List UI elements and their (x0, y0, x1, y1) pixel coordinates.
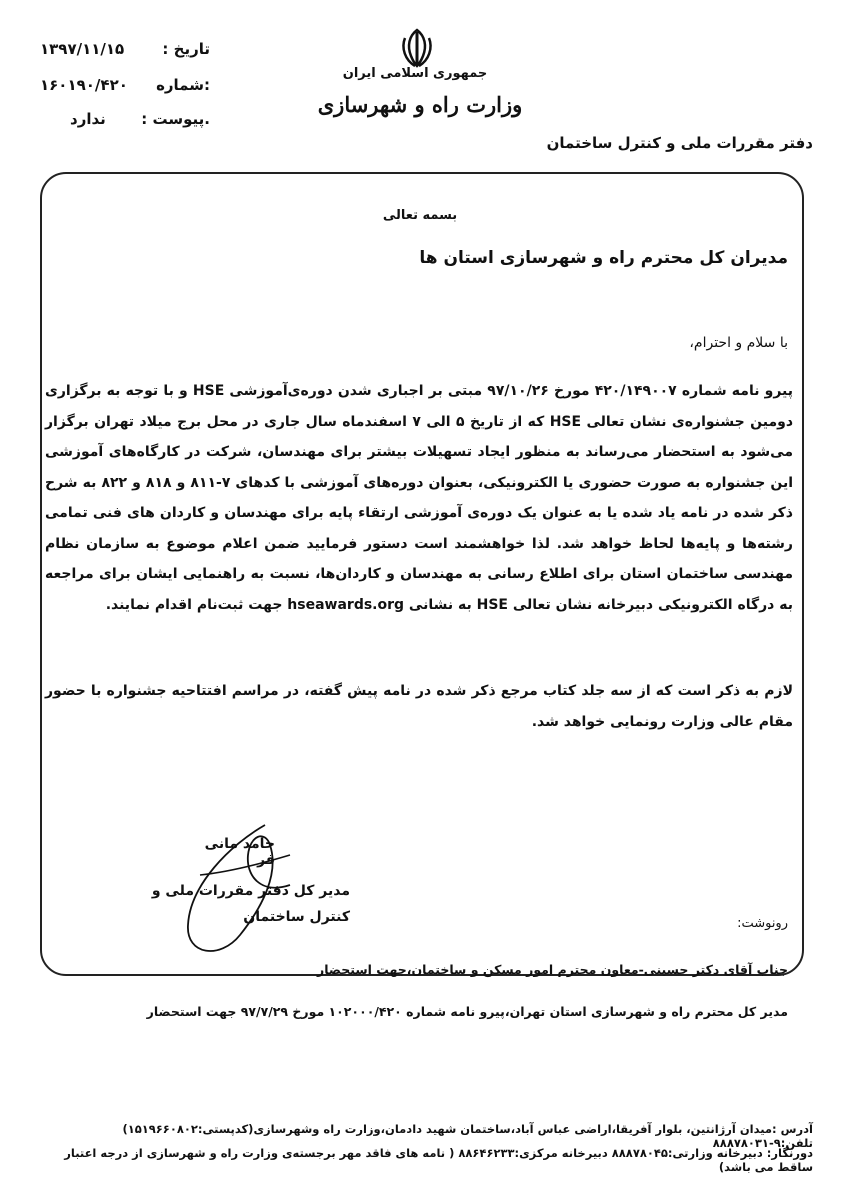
republic-title: جمهوری اسلامی ایران (342, 66, 488, 81)
number-label: :شماره (156, 76, 210, 94)
ministry-title: وزارت راه و شهرسازی (317, 92, 523, 117)
attachment-row (40, 110, 210, 136)
date-row (40, 40, 210, 66)
date-label: تاریخ : (162, 40, 210, 58)
signer-title: مدیر کل دفتر مقررات ملی و کنترل ساختمان (151, 883, 350, 925)
attachment-value: ندارد (70, 110, 106, 128)
office-title: دفتر مقررات ملی و کنترل ساختمان (546, 134, 813, 152)
greeting: با سلام و احترام، (689, 335, 788, 351)
signer-name: حامد مانی فر (204, 836, 275, 868)
cc-line-2: مدیر کل محترم راه و شهرسازی استان تهران،پیرو نامه شماره ۱۰۲۰۰۰/۴۲۰ مورخ ۹۷/۷/۲۹ جهت استحضار (146, 1004, 788, 1019)
footer-address: آدرس :میدان آرژانتین، بلوار آفریقا،اراضی عباس آباد،ساختمان شهید دادمان،وزارت راه وشهرسازی(کدپستی:۱۵۱۹۶۶۰۸۰۲) تلفن:۹-۸۸۸۷۸۰۳۱ (122, 1122, 813, 1150)
cc-line-1: جناب آقای دکتر حسینی-معاون محترم امور مسکن و ساختمان،جهت استحضار (317, 962, 788, 977)
number-row (40, 76, 210, 102)
attachment-label: .پیوست : (141, 110, 210, 128)
addressee: مدیران کل محترم راه و شهرسازی استان ها (419, 248, 788, 268)
number-value: ۱۶۰۱۹۰/۴۲۰ (40, 76, 128, 94)
iran-emblem-icon (395, 26, 439, 70)
cc-label: رونوشت: (737, 916, 788, 931)
date-value: ۱۳۹۷/۱۱/۱۵ (40, 40, 125, 58)
footer-fax: دورنگار: دبیرخانه وزارتی:۸۸۸۷۸۰۴۵ دبیرخانه مرکزی:۸۸۶۴۶۲۳۳ ( نامه های فاقد مهر برجسته‌ی وزارت راه و شهرسازی از درجه اعتبار ساقط می باشد) (64, 1146, 813, 1174)
paragraph-main: پیرو نامه شماره ۴۲۰/۱۴۹۰۰۷ مورخ ۹۷/۱۰/۲۶ مبتی بر اجباری شدن دوره‌ی‌آموزشی HSE و با توجه به برگزاری دومین جشنواره‌ی نشان تعالی HSE که از تاریخ ۵ الی ۷ اسفندماه سال جاری در محل برج میلاد تهران برگزار می‌شود به استحضار می‌رساند به منظور ایجاد تسهیلات بیشتر برای مهندسان، شرکت در کارگاه‌های آموزشی این جشنواره به صورت حضوری یا الکترونیکی، بعنوان دوره‌های آموزشی با کدهای ۷-۸۱۱ و ۸۱۸ و ۸۲۲ به شرح ذکر شده در نامه یاد شده یا به عنوان یک دوره‌ی آموزشی ارتقاء پایه برای مهندسان و کاردان های فنی تمامی رشته‌ها و پایه‌ها لحاظ خواهد شد. لذا خواهشمند است دستور فرمایید ضمن اعلام موضوع به سازمان نظام مهندسی ساختمان استان برای اطلاع رسانی به مهندسان و کاردان‌ها، نسبت به راهنمایی ایشان برای مراجعه به درگاه الکترونیکی دبیرخانه نشان تعالی HSE به نشانی hseawards.org جهت ثبت‌نام اقدام نمایند. (45, 383, 794, 613)
bismillah: بسمه تعالی (382, 208, 458, 223)
paragraph-closing: لازم به ذکر است که از سه جلد کتاب مرجع ذکر شده در نامه پیش گفته، در مراسم افتتاحیه جشنواره با حضور مقام عالی وزارت رونمایی خواهد شد. (45, 683, 793, 730)
